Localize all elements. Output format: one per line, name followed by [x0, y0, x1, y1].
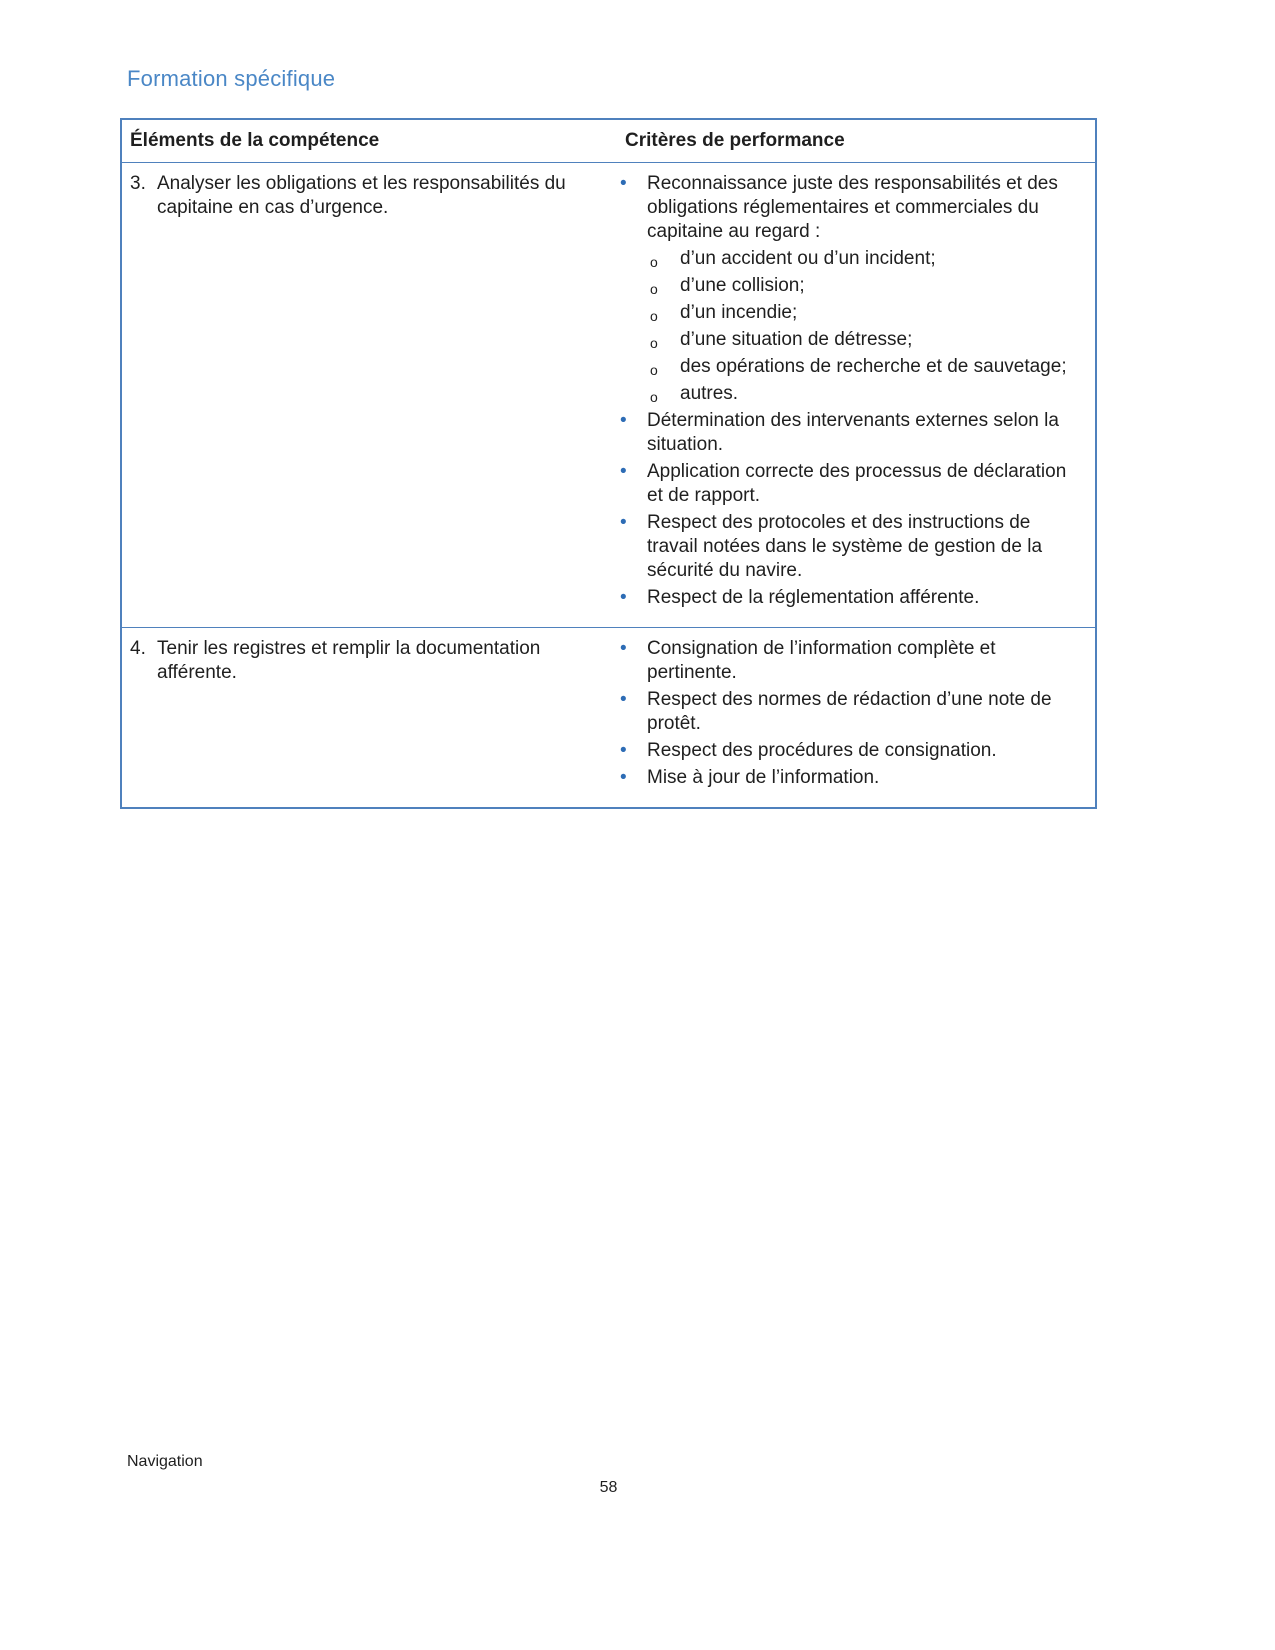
- column-header-elements: Éléments de la compétence: [130, 130, 380, 151]
- bullet-icon: [617, 586, 647, 610]
- element-text: Analyser les obligations et les responsabilités du capitaine en cas d’urgence.: [157, 173, 566, 218]
- sub-criterion-text: autres.: [680, 383, 739, 404]
- element-text: Tenir les registres et remplir la documentation afférente.: [157, 638, 541, 683]
- bullet-icon: [617, 460, 647, 508]
- element-number: 3.: [130, 173, 146, 194]
- criterion-text: Application correcte des processus de déclaration et de rapport.: [647, 461, 1067, 506]
- criterion-item: [617, 172, 1081, 244]
- sub-criterion-item: [647, 328, 1081, 355]
- criterion-text: Respect des protocoles et des instructions de travail notées dans le système de gestion de la sécurité du navire.: [647, 512, 1043, 581]
- criterion-text: Mise à jour de l’information.: [647, 767, 880, 788]
- sub-criterion-item: [647, 247, 1081, 274]
- criterion-text: Respect de la réglementation afférente.: [647, 587, 980, 608]
- section-title: Formation spécifique: [127, 66, 336, 91]
- criterion-item: [617, 511, 1081, 583]
- criterion-item: [617, 766, 1081, 790]
- table-row: [122, 163, 1095, 627]
- sub-criterion-item: [647, 382, 1081, 409]
- circle-bullet-icon: [647, 274, 680, 301]
- sub-criterion-text: des opérations de recherche et de sauvetage;: [680, 356, 1067, 377]
- circle-bullet-icon: [647, 301, 680, 328]
- table-header-row: [122, 120, 1095, 163]
- element-number: 4.: [130, 638, 146, 659]
- bullet-icon: [617, 172, 647, 244]
- bullet-icon: [617, 739, 647, 763]
- bullet-icon: [617, 409, 647, 457]
- criterion-item: [617, 739, 1081, 763]
- circle-bullet-icon: [647, 247, 680, 274]
- table-row: [122, 627, 1095, 807]
- circle-bullet-icon: [647, 355, 680, 382]
- footer-section-label: Navigation: [127, 1453, 203, 1470]
- bullet-icon: [617, 637, 647, 685]
- sub-criterion-item: [647, 355, 1081, 382]
- sub-criterion-text: d’une collision;: [680, 275, 805, 296]
- sub-criterion-text: d’une situation de détresse;: [680, 329, 913, 350]
- bullet-icon: [617, 688, 647, 736]
- page-number: 58: [599, 1479, 618, 1496]
- circle-bullet-icon: [647, 328, 680, 355]
- element-cell: [122, 172, 617, 613]
- bullet-icon: [617, 766, 647, 790]
- column-header-criteria: Critères de performance: [625, 130, 845, 151]
- criterion-item: [617, 688, 1081, 736]
- criterion-item: [617, 460, 1081, 508]
- criterion-text: Détermination des intervenants externes selon la situation.: [647, 410, 1059, 455]
- sub-criterion-item: [647, 301, 1081, 328]
- competency-table: [120, 118, 1097, 809]
- bullet-icon: [617, 511, 647, 583]
- element-cell: [122, 637, 617, 793]
- criteria-cell: [617, 172, 1095, 613]
- criterion-text: Consignation de l’information complète et pertinente.: [647, 638, 996, 683]
- criterion-item: [617, 586, 1081, 610]
- circle-bullet-icon: [647, 382, 680, 409]
- sub-criterion-item: [647, 274, 1081, 301]
- sub-criterion-text: d’un accident ou d’un incident;: [680, 248, 936, 269]
- criterion-item: [617, 637, 1081, 685]
- criterion-text: Respect des procédures de consignation.: [647, 740, 997, 761]
- sub-criterion-text: d’un incendie;: [680, 302, 798, 323]
- criterion-text: Respect des normes de rédaction d’une note de protêt.: [647, 689, 1052, 734]
- criterion-item: [617, 409, 1081, 457]
- criterion-text: Reconnaissance juste des responsabilités et des obligations réglementaires et commerciales du capitaine au regard :: [647, 173, 1058, 242]
- criteria-cell: [617, 637, 1095, 793]
